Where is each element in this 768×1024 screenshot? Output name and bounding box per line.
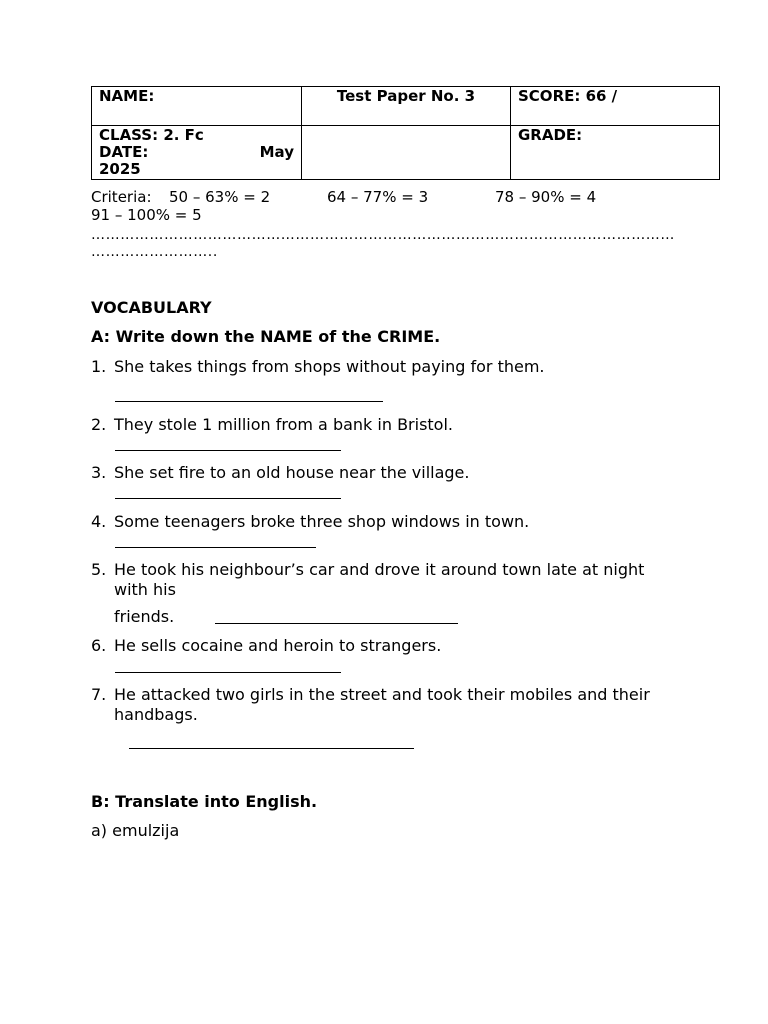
answer-line[interactable] — [115, 401, 383, 402]
answer-line[interactable] — [115, 547, 316, 548]
question-number: 3. — [91, 463, 107, 482]
question-number: 1. — [91, 357, 107, 376]
date-label: DATE: — [99, 143, 149, 161]
question-number: 7. — [91, 685, 107, 704]
translation-item: a) emulzija — [91, 821, 180, 840]
date-month: May — [259, 143, 294, 161]
question-text: He sells cocaine and heroin to strangers. — [114, 636, 442, 655]
question-item — [91, 636, 681, 656]
empty-cell — [302, 126, 511, 180]
question-item — [91, 463, 681, 483]
question-text: She takes things from shops without paying for them. — [114, 357, 545, 376]
section-b-title: B: Translate into English. — [91, 792, 318, 811]
test-paper-cell: Test Paper No. 3 — [302, 87, 511, 126]
header-table — [91, 86, 720, 180]
question-continuation: friends. — [114, 607, 175, 626]
question-item — [91, 560, 681, 600]
grading-criteria — [91, 188, 596, 224]
answer-line[interactable] — [215, 623, 458, 624]
question-number: 4. — [91, 512, 107, 531]
grade-cell: GRADE: — [511, 126, 720, 180]
class-date-cell — [92, 126, 302, 180]
question-text: He attacked two girls in the street and took their mobiles and their handbags. — [114, 685, 650, 724]
question-number: 2. — [91, 415, 107, 434]
section-a-title: A: Write down the NAME of the CRIME. — [91, 327, 441, 346]
criteria-grade-2: 50 – 63% = 2 — [169, 188, 271, 206]
question-text: She set fire to an old house near the village. — [114, 463, 470, 482]
question-number: 6. — [91, 636, 107, 655]
name-cell: NAME: — [92, 87, 302, 126]
question-item — [91, 685, 681, 725]
answer-line[interactable] — [115, 498, 341, 499]
score-cell: SCORE: 66 / — [511, 87, 720, 126]
question-number: 5. — [91, 560, 107, 579]
answer-line[interactable] — [115, 672, 341, 673]
question-text: They stole 1 million from a bank in Bristol. — [114, 415, 453, 434]
question-item — [91, 512, 681, 532]
dotted-line-1: ………………………………………………………………………………………………………… — [91, 227, 675, 243]
criteria-grade-4: 78 – 90% = 4 — [495, 188, 597, 206]
criteria-label: Criteria: — [91, 188, 152, 206]
question-item — [91, 357, 681, 377]
question-text: He took his neighbour’s car and drove it around town late at night with his — [114, 560, 645, 599]
question-item — [91, 415, 681, 435]
date-year: 2025 — [99, 160, 141, 178]
dotted-line-2: …………………….. — [91, 244, 218, 260]
class-label: CLASS: 2. Fc — [99, 126, 204, 144]
criteria-grade-3: 64 – 77% = 3 — [327, 188, 429, 206]
question-text: Some teenagers broke three shop windows in town. — [114, 512, 530, 531]
criteria-grade-5: 91 – 100% = 5 — [91, 206, 202, 224]
answer-line[interactable] — [129, 748, 414, 749]
answer-line[interactable] — [115, 450, 341, 451]
vocabulary-title: VOCABULARY — [91, 298, 212, 317]
date-row — [99, 144, 294, 161]
